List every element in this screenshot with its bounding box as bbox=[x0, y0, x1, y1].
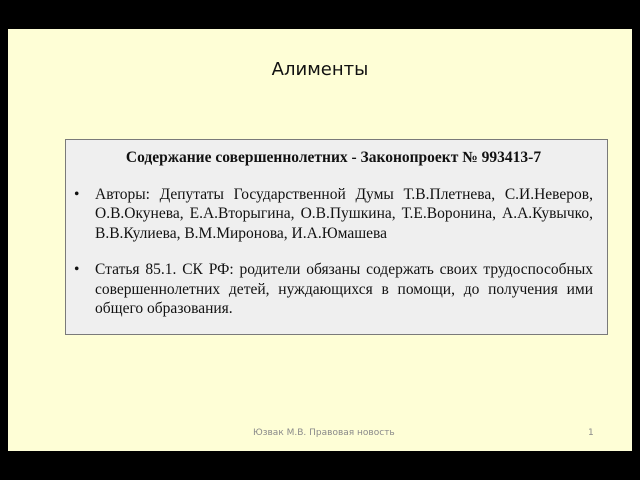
footer-text: Юзвак М.В. Правовая новость bbox=[253, 428, 395, 438]
bullet-authors bbox=[74, 185, 593, 244]
content-box bbox=[65, 139, 608, 335]
slide-title: Алименты bbox=[271, 59, 369, 80]
bullet-article-text: Статья 85.1. СК РФ: родители обязаны содержать своих трудоспособных совершеннолетних детей, нуждающихся в помощи, до получения ими общего образования. bbox=[95, 261, 593, 317]
page-number: 1 bbox=[588, 428, 594, 438]
bullet-marker: • bbox=[74, 261, 80, 278]
slide bbox=[8, 29, 632, 451]
bullet-authors-text: Авторы: Депутаты Государственной Думы Т.В.Плетнева, С.И.Неверов, О.В.Окунева, Е.А.Вторыгина, О.В.Пушкина, Т.Е.Воронина, А.А.Кувычко, В.В.Кулиева, В.М.Миронова, И.А.Юмашева bbox=[95, 185, 593, 242]
bullet-article bbox=[74, 260, 593, 319]
box-heading: Содержание совершеннолетних - Законопроект № 993413-7 bbox=[125, 149, 542, 166]
bullet-marker: • bbox=[74, 185, 80, 203]
